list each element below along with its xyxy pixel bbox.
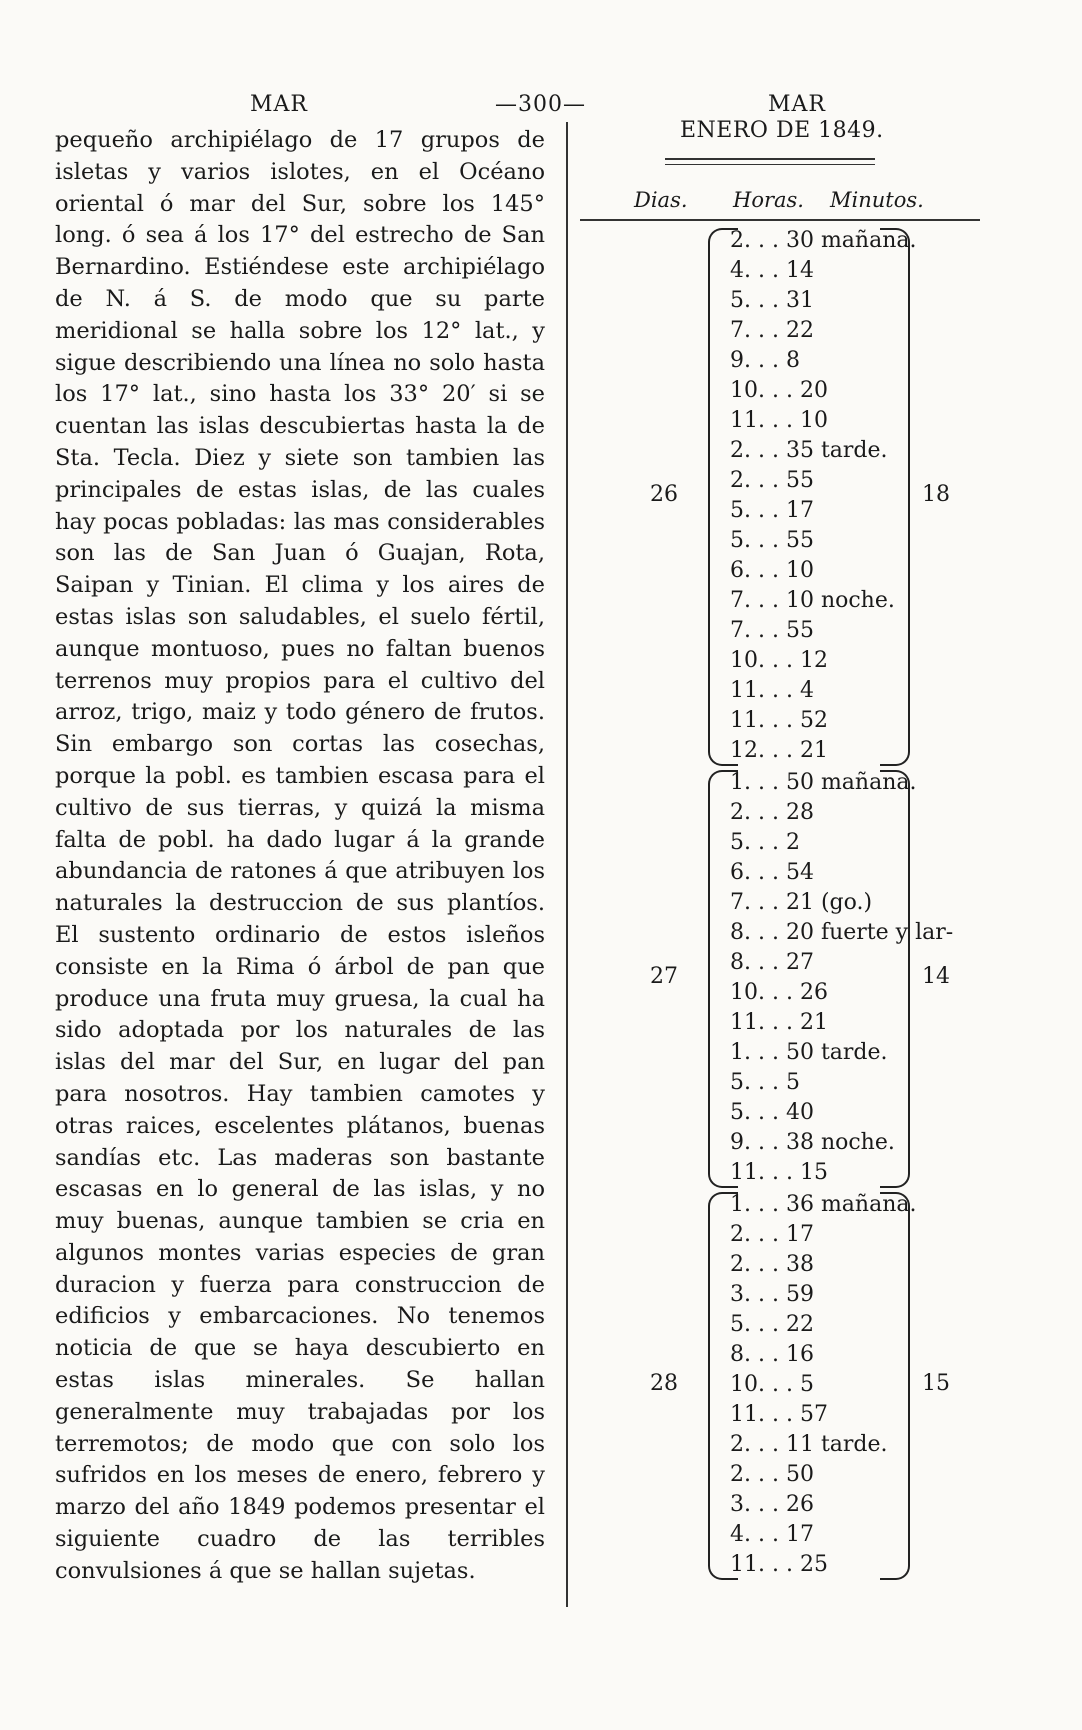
table-row: 10. . . 12	[730, 648, 828, 673]
column-header-dias: Dias.	[634, 188, 688, 212]
group-count: 14	[922, 964, 950, 989]
day-label: 27	[650, 964, 678, 989]
group-bracket-left	[708, 228, 738, 766]
table-row: 11. . . 52	[730, 708, 828, 733]
table-row: 8. . . 27	[730, 950, 814, 975]
running-head-right: MAR	[768, 92, 826, 117]
group-bracket-right	[880, 770, 910, 1188]
table-row: 11. . . 21	[730, 1010, 828, 1035]
table-row: 7. . . 55	[730, 618, 814, 643]
day-label: 28	[650, 1371, 678, 1396]
table-row: 1. . . 36 mañana.	[730, 1192, 917, 1217]
table-row: 10. . . 20	[730, 378, 828, 403]
column-header-minutos: Minutos.	[830, 188, 924, 212]
table-title: ENERO DE 1849.	[680, 118, 884, 143]
table-row: 1. . . 50 mañana.	[730, 770, 917, 795]
table-row: 5. . . 22	[730, 1312, 814, 1337]
table-row: 7. . . 10 noche.	[730, 588, 895, 613]
table-row: 10. . . 26	[730, 980, 828, 1005]
table-row: 2. . . 17	[730, 1222, 814, 1247]
table-row: 11. . . 57	[730, 1402, 828, 1427]
table-row: 2. . . 28	[730, 800, 814, 825]
table-row: 10. . . 5	[730, 1372, 814, 1397]
table-row: 6. . . 54	[730, 860, 814, 885]
column-divider	[566, 122, 568, 1607]
table-row: 2. . . 38	[730, 1252, 814, 1277]
table-row: 1. . . 50 tarde.	[730, 1040, 888, 1065]
table-row: 11. . . 10	[730, 408, 828, 433]
table-row: 8. . . 16	[730, 1342, 814, 1367]
table-row: 9. . . 38 noche.	[730, 1130, 895, 1155]
left-column-text	[55, 125, 545, 1588]
table-row: 5. . . 55	[730, 528, 814, 553]
body-paragraph: pequeño archipiélago de 17 grupos de isletas y varios islotes, en el Océano oriental ó mar del Sur, sobre los 145° long. ó sea á los 17° del estrecho de San Bernardino. Estiéndese este archipiélago de N. á S. de modo que su parte meridional se halla sobre los 12° lat., y sigue describiendo una línea no solo hasta los 17° lat., sino hasta los 33° 20′ si se cuentan las islas descubiertas hasta la de Sta. Tecla. Diez y siete son tambien las principales de estas islas, de las cuales hay pocas pobladas: las mas considerables son las de San Juan ó Guajan, Rota, Saipan y Tinian. El clima y los aires de estas islas son saludables, el suelo fértil, aunque montuoso, pues no faltan buenos terrenos muy propios para el cultivo del arroz, trigo, maiz y todo género de frutos. Sin embargo son cortas las cosechas, porque la pobl. es tambien escasa para el cultivo de sus tierras, y quizá la misma falta de pobl. ha dado lugar á la grande abundancia de ratones á que atribuyen los naturales la destruccion de sus plantíos. El sustento ordinario de estos isleños consiste en la Rima ó árbol de pan que produce una fruta muy gruesa, la cual ha sido adoptada por los naturales de las islas del mar del Sur, en lugar del pan para nosotros. Hay tambien camotes y otras raices, escelentes plátanos, buenas sandías etc. Las maderas son bastante escasas en lo general de las islas, y no muy buenas, aunque tambien se cria en algunos montes varias especies de gran duracion y fuerza para construccion de edificios y embarcaciones. No tenemos noticia de que se haya descubierto en estas islas minerales. Se hallan generalmente muy trabajadas por los terremotos; de modo que con solo los sufridos en los meses de enero, febrero y marzo del año 1849 podemos presentar el siguiente cuadro de las terribles convulsiones á que se hallan sujetas.	[55, 127, 545, 1584]
table-row: 7. . . 21 (go.)	[730, 890, 873, 915]
table-row: 2. . . 11 tarde.	[730, 1432, 888, 1457]
group-bracket-left	[708, 770, 738, 1188]
group-count: 15	[922, 1371, 950, 1396]
page-number: —300—	[495, 92, 586, 117]
table-row: 5. . . 5	[730, 1070, 800, 1095]
table-row: 3. . . 59	[730, 1282, 814, 1307]
table-row: 8. . . 20 fuerte y lar-	[730, 920, 954, 945]
table-row: 11. . . 15	[730, 1160, 828, 1185]
group-bracket-right	[880, 1192, 910, 1580]
table-row: 2. . . 35 tarde.	[730, 438, 888, 463]
day-label: 26	[650, 482, 678, 507]
table-row: 2. . . 55	[730, 468, 814, 493]
table-row: 11. . . 4	[730, 678, 814, 703]
table-row: 5. . . 17	[730, 498, 814, 523]
column-header-horas: Horas.	[733, 188, 804, 212]
table-row: 5. . . 40	[730, 1100, 814, 1125]
header-rule	[580, 219, 980, 221]
table-row: 12. . . 21	[730, 738, 828, 763]
table-row: 4. . . 17	[730, 1522, 814, 1547]
title-rule-thin	[665, 164, 875, 165]
title-rule	[665, 158, 875, 160]
table-row: 4. . . 14	[730, 258, 814, 283]
group-count: 18	[922, 482, 950, 507]
table-row: 7. . . 22	[730, 318, 814, 343]
running-head-left: MAR	[250, 92, 308, 117]
table-row: 5. . . 2	[730, 830, 800, 855]
group-bracket-right	[880, 228, 910, 766]
table-row: 3. . . 26	[730, 1492, 814, 1517]
table-row: 5. . . 31	[730, 288, 814, 313]
group-bracket-left	[708, 1192, 738, 1580]
table-row: 6. . . 10	[730, 558, 814, 583]
table-row: 2. . . 30 mañana.	[730, 228, 917, 253]
table-row: 9. . . 8	[730, 348, 800, 373]
table-row: 11. . . 25	[730, 1552, 828, 1577]
table-row: 2. . . 50	[730, 1462, 814, 1487]
